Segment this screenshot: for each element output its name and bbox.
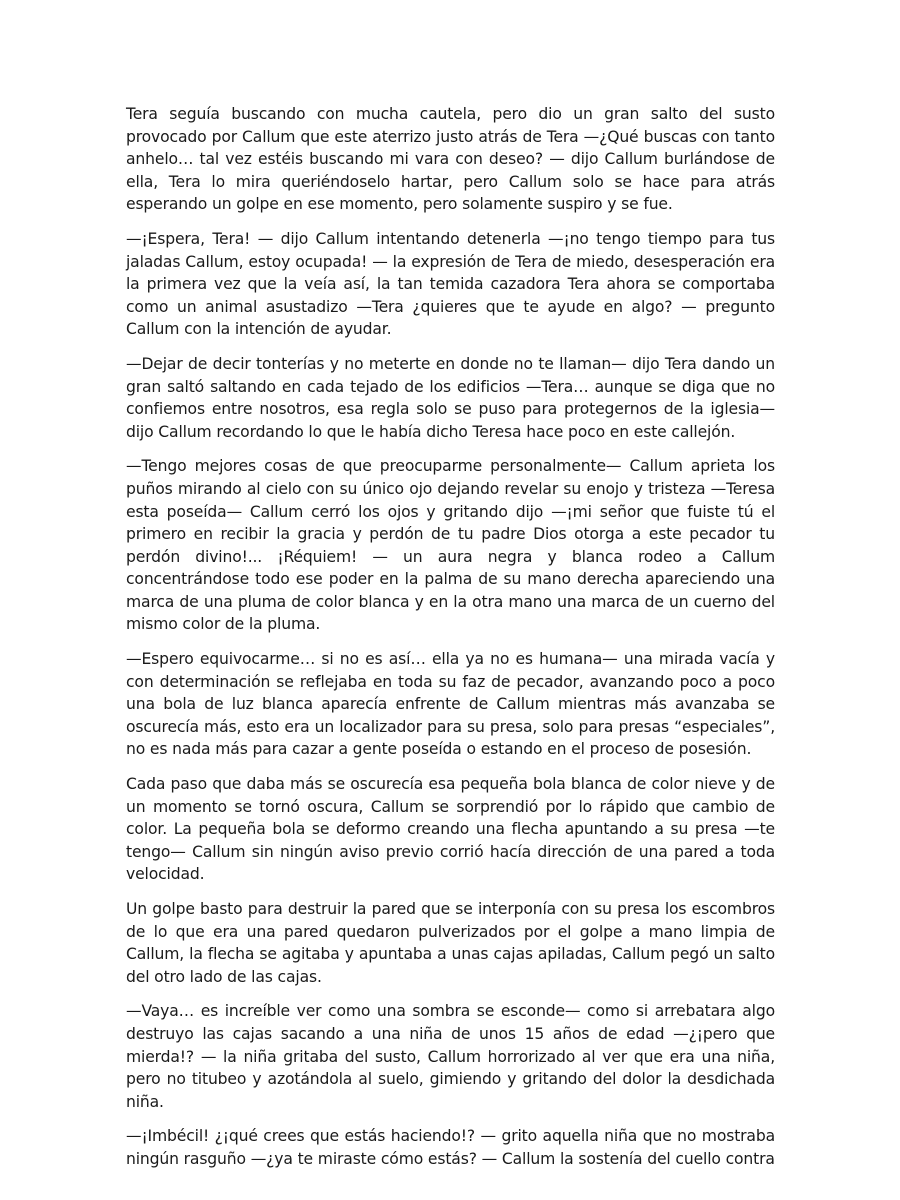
paragraph: —¡Imbécil! ¿¡qué crees que estás haciendo!? — grito aquella niña que no mostraba ningún rasguño —¿ya te miraste cómo estás? — Callum la sostenía del cuello contra — [126, 1127, 775, 1168]
paragraph: —¡Espera, Tera! — dijo Callum intentando detenerla —¡no tengo tiempo para tus jaladas Callum, estoy ocupada! — la expresión de Tera de miedo, desesperación era la primera vez que la veía así, la tan temida cazadora Tera ahora se comportaba como un animal asustadizo —Tera ¿quieres que te ayude en algo? — pregunto Callum con la intención de ayudar. — [126, 229, 775, 339]
paragraph: —Espero equivocarme… si no es así… ella ya no es humana— una mirada vacía y con determinación se reflejaba en toda su faz de pecador, avanzando poco a poco una bola de luz blanca aparecía enfrente de Callum mientras más avanzaba se oscurecía más, esto era un localizador para su presa, solo para presas “especiales”, no es nada más para cazar a gente poseída o estando en el proceso de posesión. — [126, 650, 775, 759]
paragraph: —Vaya… es increíble ver como una sombra se esconde— como si arrebatara algo destruyo las cajas sacando a una niña de unos 15 años de edad —¿¡pero que mierda!? — la niña gritaba del susto, Callum horrorizado al ver que era una niña, pero no titubeo y azotándola al suelo, gimiendo y gritando del dolor la desdichada niña. — [126, 1002, 775, 1111]
paragraph: Un golpe basto para destruir la pared que se interponía con su presa los escombros de lo que era una pared quedaron pulverizados por el golpe a mano limpia de Callum, la flecha se agitaba y apuntaba a unas cajas apiladas, Callum pegó un salto del otro lado de las cajas. — [126, 900, 775, 986]
paragraph: —Dejar de decir tonterías y no meterte en donde no te llaman— dijo Tera dando un gran saltó saltando en cada tejado de los edificios —Tera… aunque se diga que no confiemos entre nosotros, esa regla solo se puso para protegernos de la iglesia— dijo Callum recordando lo que le había dicho Teresa hace poco en este callejón. — [126, 354, 775, 441]
paragraph: Tera seguía buscando con mucha cautela, pero dio un gran salto del susto provocado por Callum que este aterrizo justo atrás de Tera —¿Qué buscas con tanto anhelo… tal vez estéis buscando mi vara con deseo? — dijo Callum burlándose de ella, Tera lo mira queriéndoselo hartar, pero Callum solo se hace para atrás esperando un golpe en ese momento, pero solamente suspiro y se fue. — [126, 105, 775, 214]
paragraph: —Tengo mejores cosas de que preocuparme personalmente— Callum aprieta los puños mirando al cielo con su único ojo dejando revelar su enojo y tristeza —Teresa esta poseída— Callum cerró los ojos y gritando dijo —¡mi señor que fuiste tú el primero en recibir la gracia y perdón de tu padre Dios otorga a este pecador tu perdón divino!... ¡Réquiem! — un aura negra y blanca rodeo a Callum concentrándose todo ese poder en la palma de su mano derecha apareciendo una marca de una pluma de color blanca y en la otra mano una marca de un cuerno del mismo color de la pluma. — [126, 457, 775, 634]
document-page — [126, 103, 775, 1171]
paragraph: Cada paso que daba más se oscurecía esa pequeña bola blanca de color nieve y de un momento se tornó oscura, Callum se sorprendió por lo rápido que cambio de color. La pequeña bola se deformo creando una flecha apuntando a su presa —te tengo— Callum sin ningún aviso previo corrió hacía dirección de una pared a toda velocidad. — [126, 775, 775, 884]
